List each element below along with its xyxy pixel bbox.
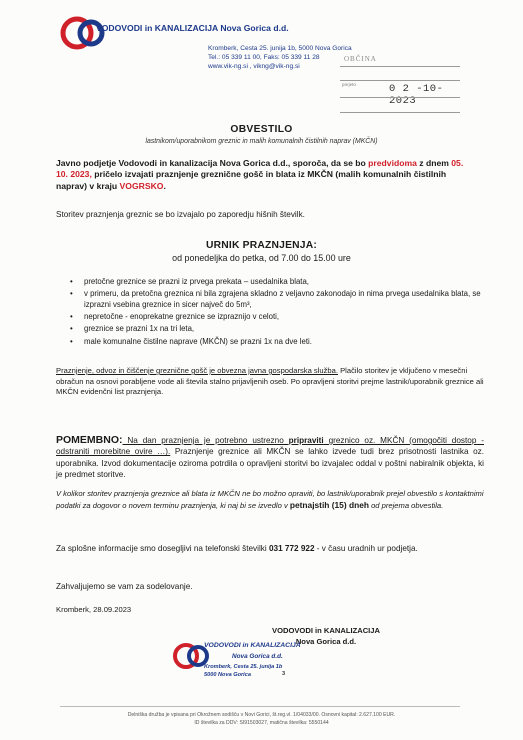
schedule-title: URNIK PRAZNJENJA: <box>206 240 317 251</box>
important-underlined-1: Na dan praznjenja je potrebno ustrezno <box>122 436 289 445</box>
intro-place: VOGRSKO <box>119 180 164 191</box>
company-stamp-number: 3 <box>282 671 286 677</box>
public-service-underlined: Praznjenje, odvoz in čiščenje greznične gošč je obvezna javna gospodarska služba. <box>56 366 338 375</box>
place-date: Kromberk, 28.09.2023 <box>56 605 132 614</box>
received-stamp <box>340 54 460 114</box>
important-label: POMEMBNO: <box>56 434 123 446</box>
company-address: Kromberk, Cesta 25. junija 1b, 5000 Nova Gorica <box>208 45 352 52</box>
reschedule-text-2: od prejema obvestila. <box>368 500 444 510</box>
company-name <box>96 23 289 33</box>
info-text-1: Za splošne informacije smo dosegljivi na telefonski številki <box>56 544 269 553</box>
list-item: • pretočne greznice se prazni iz prvega prekata – usedalnika blata, <box>70 277 309 286</box>
reschedule-text-1: V kolikor storitev praznjenja greznice ali blata iz MKČN ne bo možno opraviti, bo lastnik/uporabnik prejel obvestilo s kontaktnimi podatki za dogovor o novem terminu praznjenja, ki naj bi se izvedlo v <box>56 489 484 510</box>
company-name-prefix: VODOVODI in KANALIZACIJA <box>96 23 218 33</box>
company-phone: Tel.: 05 339 11 00, Faks: 05 339 11 28 <box>208 54 320 61</box>
rules-list <box>70 277 490 349</box>
order-paragraph: Storitev praznjenja greznic se bo izvajalo po zaporedju hišnih številk. <box>56 210 305 219</box>
info-phone: 031 772 922 <box>268 544 315 553</box>
intro-date: 05. 10. 2023, <box>56 158 464 180</box>
public-service-rest: Plačilo storitev je vključeno v mesečni obračun na osnovi porabljene vode ali števila stalno prijavljenih oseb. Po opravljeni storitvi prejme lastnik/uporabnik greznice ali MKČN evidenčni list praznjenja. <box>56 366 484 397</box>
company-logo-icon <box>60 16 210 50</box>
schedule-hours: od ponedeljka do petka, od 7.00 do 15.00 ure <box>172 253 351 263</box>
stamp-date: 0 2 -10- 2023 <box>389 83 444 107</box>
reschedule-paragraph <box>56 489 484 511</box>
company-web: www.vik-ng.si , vikng@vik-ng.si <box>208 63 300 70</box>
thanks-text: Zahvaljujemo se vam za sodelovanje. <box>56 582 193 591</box>
footer-divider <box>60 706 460 707</box>
important-bold: pripraviti <box>288 436 324 445</box>
footer-line-2: ID številka za DDV: SI91503027, matična številka: 5550144 <box>194 720 329 726</box>
list-item: • nepretočne - enoprekatne greznice se izpraznijo v celoti, <box>70 312 280 322</box>
list-item: • greznice se prazni 1x na tri leta, <box>70 324 195 334</box>
document-subtitle: lastnikom/uporabnikom greznic in malih komunalnih čistilnih naprav (MKČN) <box>145 138 378 145</box>
intro-paragraph <box>56 158 476 192</box>
info-text-2: - v času uradnih ur podjetja. <box>314 544 418 553</box>
company-stamp-name-2: Nova Gorica d.d. <box>232 653 283 660</box>
company-stamp-address-1: Kromberk, Cesta 25. junija 1b <box>204 664 283 670</box>
signature-line-1: VODOVODI in KANALIZACIJA <box>272 626 381 635</box>
footer-line-1: Delniška družba je vpisana pri Okrožnem sodišču v Novi Gorici, št.reg.vl. 1/04033/00. Osnovni kapital: 2.627.100 EUR. <box>127 712 396 718</box>
intro-text-4: pričelo izvajati praznjenje greznične gošč in blata iz MKČN (malih komunalnih čistilnih naprav) v kraju <box>56 169 447 191</box>
public-service-paragraph <box>56 366 484 398</box>
intro-text-3: z dnem <box>416 158 452 168</box>
company-name-suffix: Nova Gorica d.d. <box>220 23 289 33</box>
important-rest: Praznjenje greznice ali MKČN se lahko izvede tudi brez prisotnosti lastnika oz. uporabnika. Izvod dokumentacije oziroma potrdila o opravljeni storitvi bo izvajalec oddal v poštni nabiralnik objekta, ki je predmet storitve. <box>56 447 484 479</box>
intro-text-1: Javno podjetje Vodovodi in kanalizacija Nova Gorica d.d., sporoča, da se bo <box>56 158 369 168</box>
stamp-received-label: prejeto <box>342 83 356 88</box>
reschedule-bold: petnajstih (15) dneh <box>289 499 369 510</box>
info-paragraph <box>56 543 484 554</box>
document-title: OBVESTILO <box>230 124 293 135</box>
stamp-title: OBČINA <box>344 55 377 63</box>
list-item: • male komunalne čistilne naprave (MKČN) se prazni 1x na dve leti. <box>70 336 312 346</box>
list-item: • v primeru, da pretočna greznica ni bila zgrajena skladno z veljavno zakonodajo in nima prvega usedalnika blata, se izprazni vsebina greznice in sicer največ do 5m³, <box>70 289 481 309</box>
intro-text-5: . <box>163 180 166 191</box>
company-stamp-address-2: 5000 Nova Gorica <box>204 672 251 678</box>
signature-line-2: Nova Gorica d.d. <box>295 636 357 646</box>
important-paragraph <box>56 435 484 480</box>
intro-predvidoma: predvidoma <box>368 158 417 168</box>
company-stamp-name-1: VODOVODI in KANALIZACIJA <box>204 642 301 649</box>
important-underlined-2: greznico oz. MKČN (omogočiti dostop - odstraniti morebitne ovire …). <box>56 436 484 457</box>
